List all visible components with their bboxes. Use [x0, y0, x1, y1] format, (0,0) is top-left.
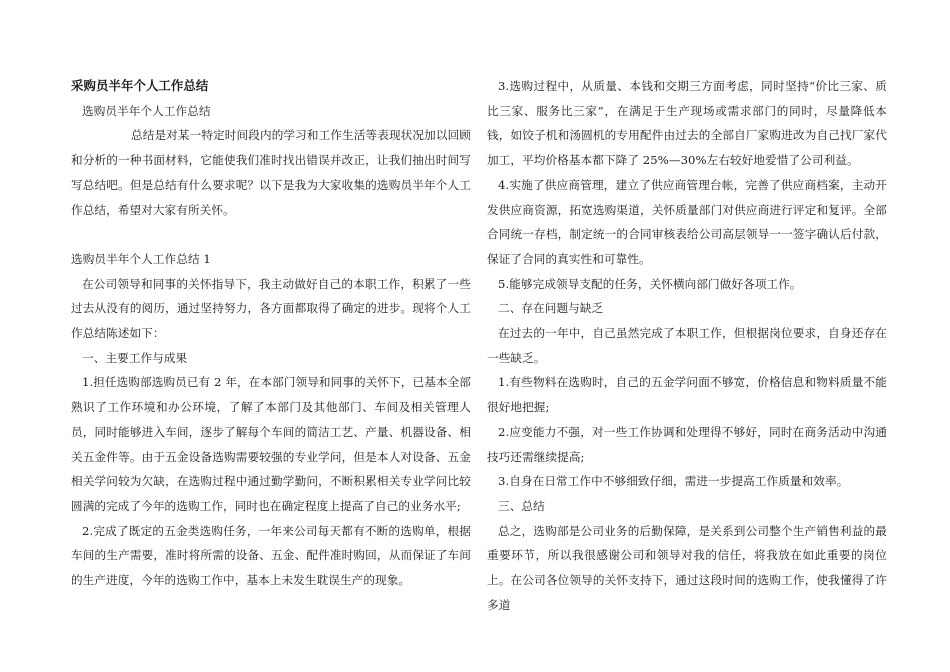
work-item-5: 5.能够完成领导支配的任务，关怀横向部门做好各项工作。 — [498, 276, 802, 291]
left-column — [71, 74, 471, 593]
section-title: 选购员半年个人工作总结 1 — [71, 251, 211, 266]
summary-paragraph: 总之，选购部是公司业务的后勤保障，是关系到公司整个生产销售利益的最重要环节，所以我很感谢公司和领导对我的信任，将我放在如此重要的岗位上。在公司各位领导的关怀支持下，通过这段时间的选购工作，使我懂得了许多道 — [487, 523, 887, 612]
heading-main-work: 一、主要工作与成果 — [82, 350, 188, 365]
work-item-3: 3.选购过程中，从质量、本钱和交期三方面考虑，同时坚持“价比三家、质比三家、服务比三家”，在满足于生产现场或需求部门的同时，尽量降低本钱，如饺子机和汤圆机的专用配件由过去的全部自厂家购进改为自己找厂家代加工，平均价格基本都下降了 25%—30%左右较好地爱惜了公司利益。 — [487, 79, 887, 168]
section-intro-paragraph: 在公司领导和同事的关怀指导下，我主动做好自己的本职工作，积累了一些过去从没有的阅历，通过坚持努力，各方面都取得了确定的进步。现将个人工作总结陈述如下： — [71, 276, 471, 341]
right-column — [487, 74, 887, 617]
heading-problems: 二、存在问题与缺乏 — [498, 301, 604, 316]
work-item-2: 2.完成了既定的五金类选购任务，一年来公司每天都有不断的选购单，根据车间的生产需要，准时将所需的设备、五金、配件准时购回，从而保证了车间的生产进度，今年的选购工作中，基本上未发生耽误生产的现象。 — [71, 523, 471, 588]
problems-intro-paragraph: 在过去的一年中，自己虽然完成了本职工作，但根据岗位要求，自身还存在一些缺乏。 — [487, 326, 887, 365]
heading-summary: 三、总结 — [498, 498, 545, 513]
document-subtitle: 选购员半年个人工作总结 — [82, 103, 211, 118]
work-item-1: 1.担任选购部选购员已有 2 年，在本部门领导和同事的关怀下，已基本全部熟识了工作环境和办公环境，了解了本部门及其他部门、车间及相关管理人员，同时能够进入车间，逐步了解每个车间的简洁工艺、产量、机器设备、相关五金件等。由于五金设备选购需要较强的专业学问，但是本人对设备、五金相关学问较为欠缺，在选购过程中通过勤学勤问，不断积累相关专业学问比较圆满的完成了今年的选购工作，同时也在确定程度上提高了自己的业务水平; — [71, 375, 471, 513]
intro-paragraph: 总结是对某一特定时间段内的学习和工作生活等表现状况加以回顾和分析的一种书面材料，它能使我们准时找出错误并改正，让我们抽出时间写写总结吧。但是总结有什么要求呢？以下是我为大家收集的选购员半年个人工作总结，希望对大家有所关怀。 — [71, 128, 471, 217]
problem-item-1: 1.有些物料在选购时，自己的五金学问面不够宽，价格信息和物料质量不能很好地把握; — [487, 375, 887, 415]
document-title: 采购员半年个人工作总结 — [71, 78, 209, 93]
problem-item-2: 2.应变能力不强，对一些工作协调和处理得不够好，同时在商务活动中沟通技巧还需继续提高; — [487, 424, 887, 464]
work-item-4: 4.实施了供应商管理，建立了供应商管理台帐，完善了供应商档案，主动开发供应商资源，拓宽选购渠道，关怀质量部门对供应商进行评定和复评。全部合同统一存档，制定统一的合同审核表给公司高层领导一一签字确认后付款，保证了合同的真实性和可靠性。 — [487, 177, 887, 266]
problem-item-3: 3.自身在日常工作中不够细致仔细，需进一步提高工作质量和效率。 — [498, 474, 849, 489]
blank-line — [71, 222, 471, 247]
